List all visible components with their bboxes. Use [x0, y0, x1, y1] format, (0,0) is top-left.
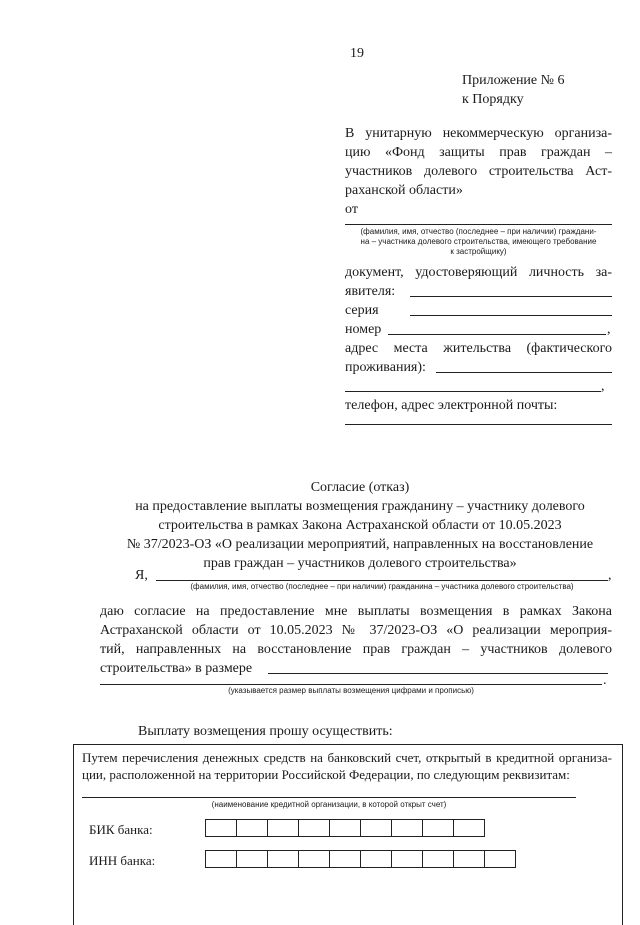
- payment-request-label: Выплату возмещения прошу осуществить:: [138, 724, 393, 739]
- number-label: номер: [345, 322, 382, 337]
- amount-field-line-2[interactable]: [100, 684, 602, 685]
- number-comma: ,: [607, 322, 611, 337]
- bank-box-line-2: ции, расположенной на территории Российской Федерации, по следующим реквизитам:: [82, 767, 570, 782]
- bik-cell[interactable]: [329, 819, 361, 837]
- heading-line-3: строительства в рамках Закона Астраханской области от 10.05.2023: [158, 518, 562, 533]
- inn-cell[interactable]: [391, 850, 423, 868]
- addressee-line-3: участников долевого строительства Аст-: [345, 164, 612, 179]
- bik-label: БИК банка:: [89, 822, 153, 837]
- appendix-title: Приложение № 6: [462, 73, 565, 88]
- from-label: от: [345, 202, 358, 217]
- address-field-line-2[interactable]: [345, 391, 601, 392]
- addressee-line-2: цию «Фонд защиты прав граждан –: [345, 145, 612, 160]
- applicant-fio-field-line[interactable]: [156, 580, 608, 581]
- heading-line-5: прав граждан – участников долевого строительства»: [203, 556, 517, 571]
- inn-cell[interactable]: [298, 850, 330, 868]
- bik-cell[interactable]: [422, 819, 454, 837]
- id-doc-line-2: явителя:: [345, 284, 396, 299]
- consent-line-2: Астраханской области от 10.05.2023 № 37/2023-ОЗ «О реализации мероприя-: [100, 623, 612, 638]
- bank-name-hint: (наименование кредитной организации, в которой открыт счет): [211, 800, 447, 809]
- address-comma: ,: [601, 379, 605, 394]
- id-doc-field-line[interactable]: [410, 296, 612, 297]
- number-field-line[interactable]: [388, 334, 606, 335]
- inn-cell[interactable]: [453, 850, 485, 868]
- heading-line-4: № 37/2023-ОЗ «О реализации мероприятий, направленных на восстановление: [126, 537, 594, 552]
- inn-cell[interactable]: [422, 850, 454, 868]
- bik-cell[interactable]: [453, 819, 485, 837]
- amount-hint: (указывается размер выплаты возмещения цифрами и прописью): [228, 686, 474, 695]
- bik-cell[interactable]: [205, 819, 237, 837]
- appendix-subtitle: к Порядку: [462, 92, 524, 107]
- heading-title: Согласие (отказ): [310, 480, 410, 495]
- address-field-line-1[interactable]: [436, 372, 612, 373]
- fio-field-line[interactable]: [345, 224, 612, 225]
- ya-label: Я,: [135, 568, 148, 583]
- fio-hint-2: на – участника долевого строительства, имеющего требование: [360, 237, 597, 246]
- ya-comma: ,: [608, 568, 612, 583]
- id-doc-line-1: документ, удостоверяющий личность за-: [345, 265, 612, 280]
- consent-line-4: строительства» в размере: [100, 661, 253, 676]
- addressee-line-4: раханской области»: [345, 183, 463, 198]
- inn-cell[interactable]: [484, 850, 516, 868]
- applicant-fio-hint: (фамилия, имя, отчество (последнее – при наличии) гражданина – участника долевого строительства): [190, 582, 574, 591]
- inn-cell[interactable]: [236, 850, 268, 868]
- inn-cell[interactable]: [329, 850, 361, 868]
- inn-label: ИНН банка:: [89, 853, 156, 868]
- bik-cell[interactable]: [391, 819, 423, 837]
- inn-cells[interactable]: [205, 850, 515, 868]
- addressee-line-1: В унитарную некоммерческую организа-: [345, 126, 612, 141]
- phone-email-field-line[interactable]: [345, 424, 612, 425]
- bank-name-field-line[interactable]: [82, 797, 576, 798]
- bik-cell[interactable]: [298, 819, 330, 837]
- bik-cell[interactable]: [267, 819, 299, 837]
- consent-line-1: даю согласие на предоставление мне выплаты возмещения в рамках Закона: [100, 604, 612, 619]
- phone-email-label: телефон, адрес электронной почты:: [345, 398, 558, 413]
- bik-cell[interactable]: [236, 819, 268, 837]
- bik-cell[interactable]: [360, 819, 392, 837]
- series-label: серия: [345, 303, 379, 318]
- address-line-1: адрес места жительства (фактического: [345, 341, 612, 356]
- bank-box-line-1: Путем перечисления денежных средств на банковский счет, открытый в кредитной организа-: [82, 750, 612, 765]
- amount-field-line-1[interactable]: [268, 673, 608, 674]
- bik-cells[interactable]: [205, 819, 484, 837]
- heading-line-2: на предоставление выплаты возмещения гражданину – участнику долевого: [135, 499, 585, 514]
- amount-period: .: [603, 673, 607, 688]
- consent-line-3: тий, направленных на восстановление прав граждан – участников долевого: [100, 642, 612, 657]
- inn-cell[interactable]: [267, 850, 299, 868]
- inn-cell[interactable]: [205, 850, 237, 868]
- address-line-2: проживания):: [345, 360, 426, 375]
- page-number: 19: [350, 46, 364, 61]
- series-field-line[interactable]: [410, 315, 612, 316]
- inn-cell[interactable]: [360, 850, 392, 868]
- fio-hint-3: к застройщику): [450, 247, 507, 256]
- fio-hint-1: (фамилия, имя, отчество (последнее – при наличии) граждани-: [360, 227, 597, 236]
